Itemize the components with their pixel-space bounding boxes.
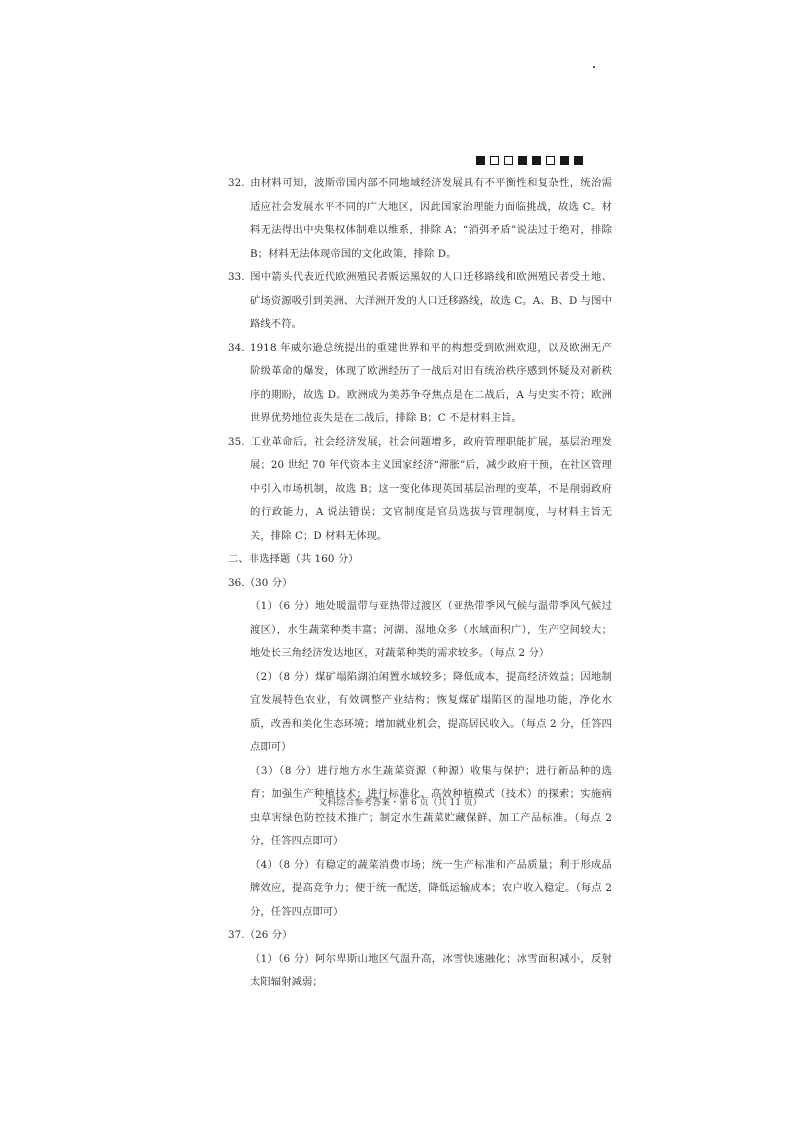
- scan-dot: [593, 66, 595, 68]
- question-number: 35.: [228, 435, 245, 448]
- answer-36-part-4: （4）（8 分）有稳定的蔬菜消费市场；统一生产标准和产品质量；利于形成品牌效应，提高竞争力；便于统一配送，降低运输成本；农户收入稳定。（每点 2 分，任答四点即可）: [250, 858, 612, 918]
- marker-square-empty: [504, 156, 513, 165]
- answer-32: [228, 172, 612, 266]
- page-marker-squares: [476, 156, 583, 165]
- question-number: 34.: [228, 341, 245, 354]
- answer-35: [228, 431, 612, 549]
- page-footer: 文科综合参考答案・第 6 页（共 11 页）: [318, 798, 482, 808]
- answer-text: 工业革命后，社会经济发展，社会问题增多，政府管理职能扩展，基层治理发展；20 世纪 70 年代资本主义国家经济“滞胀”后，减少政府干预，在社区管理中引入市场机制，故选 B；这一变化体现英国基层治理的变革，不是削弱政府的行政能力，A 说法错误；文官制度是官员选拔与管理制度，与材料主旨无关，排除 C；D 材料无体现。: [250, 435, 612, 542]
- answer-text: 由材料可知，波斯帝国内部不同地域经济发展具有不平衡性和复杂性，统治需适应社会发展水平不同的广大地区，因此国家治理能力面临挑战，故选 C。材料无法得出中央集权体制难以维系，排除 A；“消弭矛盾”说法过于绝对，排除 B；材料无法体现帝国的文化政策，排除 D。: [250, 177, 612, 260]
- marker-square-filled: [532, 156, 541, 165]
- marker-square-filled: [574, 156, 583, 165]
- answer-text: 1918 年威尔逊总统提出的重建世界和平的构想受到欧洲欢迎，以及欧洲无产阶级革命的爆发，体现了欧洲经历了一战后对旧有统治秩序感到怀疑及对新秩序的期盼，故选 D。欧洲成为美苏争夺焦点是在二战后，A 与史实不符；欧洲世界优势地位丧失是在二战后，排除 B；C 不是材料主旨。: [250, 341, 612, 424]
- answer-36-part-3: （3）（8 分）进行地方水生蔬菜资源（种源）收集与保护；进行新品种的选育；加强生产种植技术；进行标准化、高效种植模式（技术）的探索；实施病虫草害绿色防控技术推广；制定水生蔬菜贮藏保鲜、加工产品标准。（每点 2 分，任答四点即可）: [250, 764, 612, 847]
- marker-square-empty: [490, 156, 499, 165]
- answer-34: [228, 337, 612, 431]
- question-number: 33.: [228, 271, 245, 283]
- question-36-heading: [228, 572, 612, 596]
- question-score: （30 分）: [244, 576, 293, 589]
- question-number: 32.: [228, 177, 245, 189]
- answer-content: [228, 172, 612, 995]
- marker-square-filled: [560, 156, 569, 165]
- question-37-heading: [228, 924, 612, 948]
- answer-33: [228, 266, 612, 337]
- answer-36-part-2: （2）（8 分）煤矿塌陷湖泊闲置水域较多；降低成本，提高经济效益；因地制宜发展特色农业，有效调整产业结构；恢复煤矿塌陷区的湿地功能，净化水质，改善和美化生态环境；增加就业机会，提高居民收入。（每点 2 分，任答四点即可）: [250, 670, 612, 753]
- marker-square-filled: [518, 156, 527, 165]
- answer-36-part-1: （1）（6 分）地处暖温带与亚热带过渡区（亚热带季风气候与温带季风气候过渡区），水生蔬菜种类丰富；河湖、湿地众多（水域面积广），生产空间较大；地处长三角经济发达地区，对蔬菜种类的需求较多。（每点 2 分）: [250, 600, 612, 659]
- answer-37-part-1: （1）（6 分）阿尔卑斯山地区气温升高，冰雪快速融化；冰雪面积减小，反射太阳辐射减弱；: [250, 952, 612, 988]
- question-number: 37.: [228, 929, 245, 941]
- question-number: 36.: [228, 576, 245, 589]
- marker-square-empty: [546, 156, 555, 165]
- question-score: （26 分）: [244, 929, 293, 941]
- section-heading: 二、非选择题（共 160 分）: [228, 553, 359, 565]
- answer-text: 图中箭头代表近代欧洲殖民者贩运黑奴的人口迁移路线和欧洲殖民者受土地、矿场资源吸引到美洲、大洋洲开发的人口迁移路线，故选 C。A、B、D 与图中路线不符。: [250, 271, 612, 330]
- marker-square-filled: [476, 156, 485, 165]
